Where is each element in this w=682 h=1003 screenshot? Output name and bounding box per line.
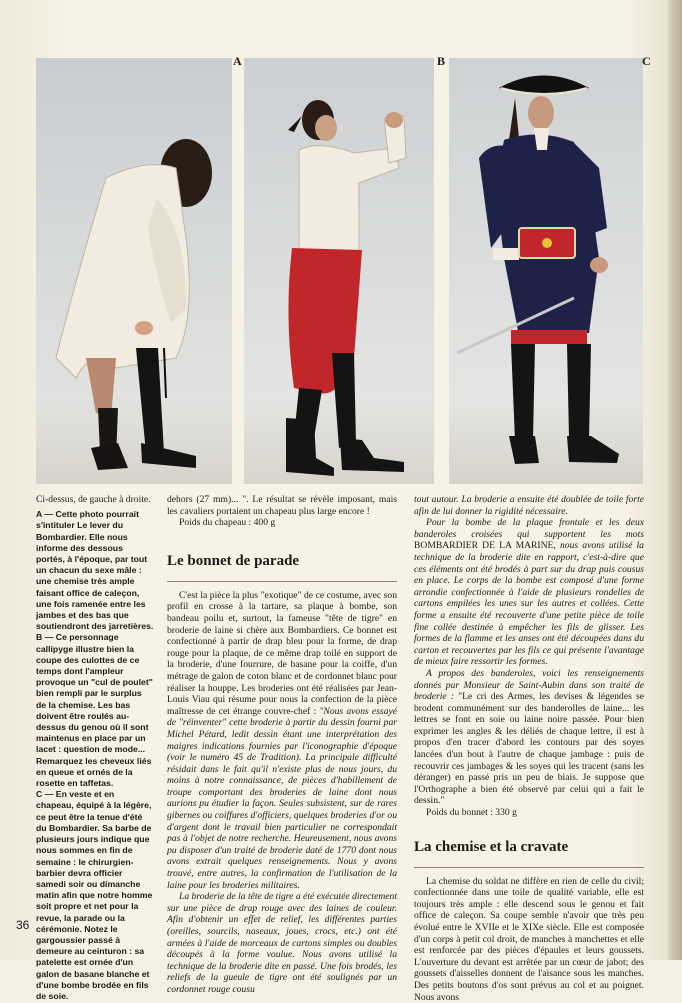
photo-a [36,58,232,484]
col2-para-1-text: C'est la pièce la plus "exotique" de ce costume, avec son profil en crosse à la tartare, sa plaque à bombe, son bandeau poilu et, surtout, la fameuse "tête de tigre" en broderie de laine si chère aux Bombardiers. Ce bonnet est confectionné à partir de drap bleu pour la forme, de drap rouge pour la plaque, de ce même drap toilé en support de la broderie, d'une fourrure, de basane pour la coiffe, d'un métrage de galon de coton blanc et de cordonnet blanc pour réaliser la houppe. Les broderies ont été réalisées par Jean-Louis Viau qui résume pour nous la confection de la pièce maîtresse de cet étrange couvre-chef : [167,589,397,717]
article-column-3 [414,494,644,1003]
article-column-2 [167,494,397,996]
col3-para-1b: BOMBARDIER DE LA MARINE, [414,540,556,552]
col3-continuation: tout autour. La broderie a ensuite été doublée de toile forte afin de lui donner la rigidité nécessaire. [414,494,644,517]
caption-a: A — Cette photo pourrait s'intituler Le lever du Bombardier. Elle nous informe des dessous portés, à l'époque, par tout un chacun du sexe mâle : une chemise très ample faisant office de caleçon, une fois ramenée entre les jambes et des bas que soutiendront des jarretières. [36,509,154,632]
col2-para-1 [167,590,397,891]
col2-para-2: La broderie de la tête de tigre a été exécutée directement sur une pièce de drap rouge avec des laines de couleur. Afin d'obtenir un effet de relief, les différentes parties (oreilles, sourcils, naseaux, joues, crocs, etc.) ont été armées à l'aide de morceaux de cartons simples ou doubles découpés à la forme voulue. Nous avons utilisé la technique de la broderie dite en passé. Une fois brodés, les reliefs de la gueule de tigre ont été soulignés par un cordonnet rouge cousu [167,891,397,995]
section-heading-chemise: La chemise et la cravate [414,819,644,868]
section-heading-bonnet: Le bonnet de parade [167,529,397,582]
col3-bonnet-weight: Poids du bonnet : 330 g [426,807,517,819]
col3-para-1 [414,517,644,668]
col3-para-3: La chemise du soldat ne diffère en rien de celle du civil; confectionnée dans une toile de qualité variable, elle est toujours très ample : elle descend sous le genou et fait office de caleçon. Sa coupe semble n'avoir que très peu évolué entre le XVIIe et le XIXe siècle. Elle est composée d'un corps à petit col droit, de manches à manchettes et elle est renforcée par des pièces d'épaules et leurs goussets. L'ouverture du devant est arrêtée par un cœur de jabot; des goussets d'aisselles donnent de l'aisance sous les manches. Des petits boutons d'os sont prévus au col et au poignet. Nous avons [414,875,644,1003]
page-number: 36 [16,918,30,932]
col2-continuation: dehors (27 mm)... ". Le résultat se révèle imposant, mais les cavaliers portaient un chapeau plus large encore ! [167,494,397,517]
col2-hat-weight: Poids du chapeau : 400 g [179,517,276,529]
photo-label-b: B [437,54,446,68]
photo-label-c: C [642,54,651,68]
col3-para-2-text: A propos des banderoles, voici les renseignements donnés par Monsieur de Saint-Aubin dans son traité de broderie : [414,667,644,703]
col3-para-1a: Pour la bombe de la plaque frontale et les deux banderoles croisées qui supportent les mots [414,517,644,540]
photo-b [244,58,434,484]
caption-b: B — Ce personnage callipyge illustre bien la coupe des culottes de ce temps dont l'ampleur provoque un "cul de poulet" bien rempli par le surplus de la chemise. Les bas doivent être roulés au-dessus du genou où il sont maintenus en place par un lacet : question de mode... Remarquez les cheveux liés en queue et ornés de la rosette en taffetas. [36,632,153,789]
caption-c: C — En veste et en chapeau, équipé à la légère, ce peut être la tenue d'été du Bombardier. Sa barbe de plusieurs jours indique que nous sommes en fin de semaine : le chirurgien-barbier devra officier samedi soir ou dimanche matin afin que notre homme soit propre et net pour la revue, la parade ou la cérémonie. Notez le gargoussier passé à demeure au ceinturon : sa patelette est ornée d'un galon de basane blanche et d'une bombe brodée en fils de soie. [36,789,153,1001]
photo-label-a: A [233,54,242,68]
caption-intro: Ci-dessus, de gauche à droite. [36,494,151,505]
col3-para-1c: nous avons utilisé la technique de la broderie dite en rapport, c'est-à-dire que ces éléments ont été brodés à part sur du drap puis cousus en place. Le corps de la bombe est composé d'une forme arrondie confectionnée à l'aide de plusieurs rondelles de cartons empilées les unes sur les autres et collées. Cette forme a ensuite été recouverte d'une petite pièce de toile fine collée destinée à empêcher les fils de glisser. Les formes de la flamme et les anses ont été découpées dans du carton et recouvertes par les fils ce qui présente l'avantage de mieux faire ressortir les formes. [414,540,644,668]
photo-captions [36,494,154,1002]
page-gutter [668,0,682,960]
col3-para-2 [414,668,644,807]
col3-para-2-quote: "Le cri des Armes, les devises & légendes se brodent communément sur des banderolles de laine... les lettres se font en soie ou laine noire passée. Pour bien exprimer les angles & les déliés de chaque lettre, il est à propos d'en tracer d'abord les contours par des soyes lancées d'un bout à l'autre de chaque jambage : puis de recouvrir ces jambages & les soyes qui les tracent (sans les déranger) en passé pris un peu de biais. Je suppose que l'Orthographe a bien été observé par celui qui a fait le dessin." [414,691,644,807]
col2-para-1-quote: "Nous avons essayé de "réinventer" cette broderie à partir du dessin fourni par Michel Pétard, ledit dessin étant une interprétation des maigres indications fournies par l'iconographie d'époque (voir le numéro 45 de Tradition). La principale difficulté résidait dans le fait qu'il n'existe plus de nous jours, du moins à notre connaissance, de pièces d'habillement de troupe comportant des broderies de laine dont nous aurions pu étudier la façon. Seules subsistent, sur de rares gibernes ou coiffures d'officiers, quelques broderies d'or ou d'argent dont le travail bien particulier ne correspondait pas à l'objet de notre recherche. Heureusement, nous avons pu disposer d'un traité de broderie daté de 1770 dont nous avons extrait quelques renseignements. Nous y avons trouvé, entre autres, la confirmation de l'utilisation de la laine pour les broderies militaires. [167,705,397,891]
photo-c [449,58,643,484]
